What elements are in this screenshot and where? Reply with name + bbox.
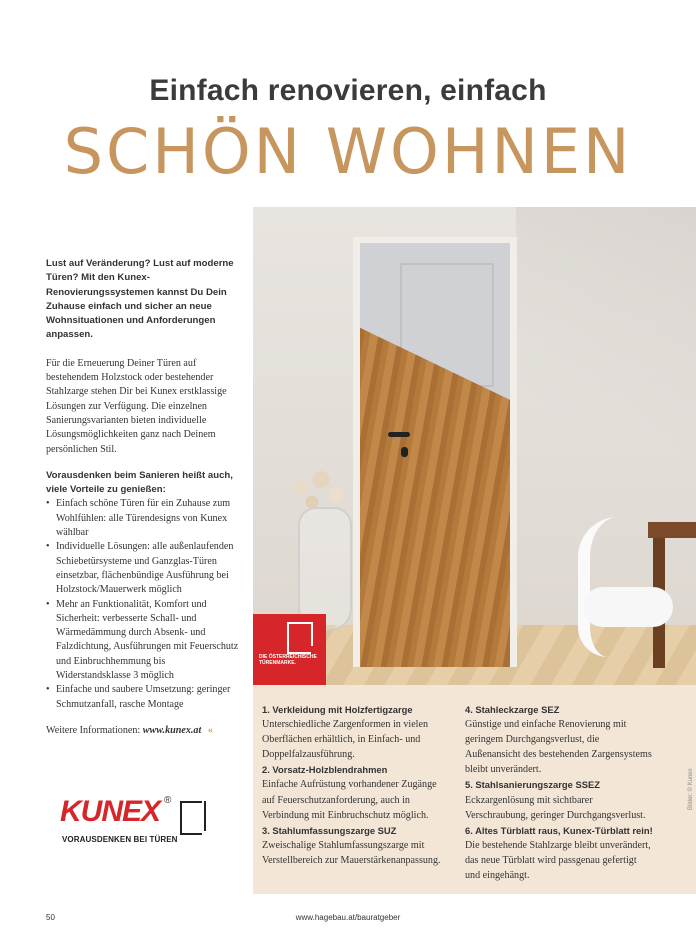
- list-item: • Einfache und saubere Umsetzung: geringer Schmutzanfall, rasche Montage: [46, 683, 242, 712]
- photo-credit: Bilder: © Kunex: [688, 768, 694, 810]
- more-info-link[interactable]: www.kunex.at: [142, 724, 202, 736]
- frame-item-text: Zweischalige Stahlumfassungszarge mit Verstellbereich zur Mauerstärkenanpassung.: [262, 839, 441, 866]
- door-icon: [180, 801, 202, 835]
- body-paragraph: Für die Erneuerung Deiner Türen auf bestehendem Holzstock oder bestehender Stahlzarge stehen Dir bei Kunex erstklassige Lösungen zur Verfügung. Die einzelnen Sanierungsvarianten bieten individuelle Lösungsmöglichkeiten ganz nach Deinem persönlichen Stil.: [46, 357, 227, 455]
- footer-url: www.hagebau.at/bauratgeber: [295, 913, 401, 922]
- frame-item-text: Die bestehende Stahlzarge bleibt unverändert, das neue Türblatt wird passgenau gefertigt und eingehängt.: [465, 839, 651, 882]
- frame-item: [262, 762, 450, 822]
- frame-item-title: 4. Stahleckzarge SEZ: [465, 704, 560, 715]
- frame-item-title: 3. Stahlumfassungszarge SUZ: [262, 824, 397, 836]
- list-item: • Individuelle Lösungen: alle außenlaufenden Schiebetürsysteme und Ganzglas-Türen einsetzbar, flächenbündige Ausführung bei Holzstock/Mauerwerk möglich: [46, 540, 242, 597]
- benefits-heading: Vorausdenken beim Sanieren heißt auch, viele Vorteile zu genießen:: [46, 469, 233, 496]
- benefits-list: [46, 497, 242, 711]
- door: [360, 243, 510, 667]
- headline-line2: SCHÖN WOHNEN: [63, 115, 633, 188]
- logo-wordmark: KUNEX: [60, 795, 161, 828]
- headline-line1: Einfach renovieren, einfach: [149, 74, 547, 107]
- frame-item-title: 2. Vorsatz-Holzblendrahmen: [262, 764, 388, 776]
- glass-vase: [298, 507, 352, 631]
- more-info: [46, 724, 242, 738]
- intro-text: Lust auf Veränderung? Lust auf moderne Türen? Mit den Kunex-Renovierungssystemen kannst Du Dein Zuhause einfach und sicher an neue Wohnsituationen und Anforderungen anpassen.: [46, 258, 234, 341]
- list-item: • Mehr an Funktionalität, Komfort und Sicherheit: verbesserte Schall- und Wärmedämmung durch Absenk- und Falzdichtung, Ausführungen mit Feuerschutz und Einbruchhemmung bis Widerstandsklasse 3 möglich: [46, 598, 242, 684]
- kunex-logo: [60, 795, 230, 851]
- chair-seat: [583, 587, 673, 627]
- frame-item: [465, 777, 653, 822]
- frame-types-box: [253, 685, 696, 894]
- frame-item-text: Unterschiedliche Zargenformen in vielen Oberflächen erhältlich, in Einfach- und Doppelfalzausführung.: [262, 719, 429, 761]
- frame-item-title: 5. Stahlsanierungszarge SSEZ: [465, 779, 600, 791]
- frame-item-title: 1. Verkleidung mit Holzfertigzarge: [262, 704, 413, 715]
- frame-types-right: [465, 702, 653, 883]
- frame-item: [262, 702, 450, 762]
- door-logo-icon: [287, 622, 311, 654]
- frame-item-text: Günstige und einfache Renovierung mit geringem Durchgangsverlust, die Außenansicht des bestehenden Zargensystems bleibt unverändert.: [465, 719, 652, 776]
- frame-item: [465, 823, 653, 883]
- page-number: 50: [46, 913, 55, 922]
- double-arrow-icon: «: [207, 724, 213, 736]
- frame-item: [262, 823, 450, 868]
- list-item: • Einfach schöne Türen für ein Zuhause zum Wohlfühlen: alle Türendesigns von Kunex wählbar: [46, 497, 242, 540]
- wall-shadow: [516, 207, 696, 507]
- frame-types-left: [262, 702, 450, 868]
- door-lock: [401, 447, 408, 457]
- frame-item-title: 6. Altes Türblatt raus, Kunex-Türblatt rein!: [465, 824, 653, 836]
- frame-item: [465, 702, 653, 777]
- more-info-label: Weitere Informationen:: [46, 724, 141, 736]
- frame-item-text: Einfache Aufrüstung vorhandener Zugänge auf Feuerschutzanforderung, auch in Verbindung mit Einbruchschutz möglich.: [262, 779, 437, 821]
- left-column: [46, 257, 242, 738]
- brand-badge: [253, 614, 326, 685]
- badge-text: DIE ÖSTERREICHISCHE TÜRENMARKE.: [259, 654, 317, 666]
- door-handle: [388, 432, 410, 437]
- frame-item-text: Eckzargenlösung mit sichtbarer Verschraubung, geringer Durchgangsverlust.: [465, 794, 646, 821]
- logo-tagline: VORAUSDENKEN BEI TÜREN: [62, 835, 178, 844]
- registered-mark: ®: [164, 795, 172, 806]
